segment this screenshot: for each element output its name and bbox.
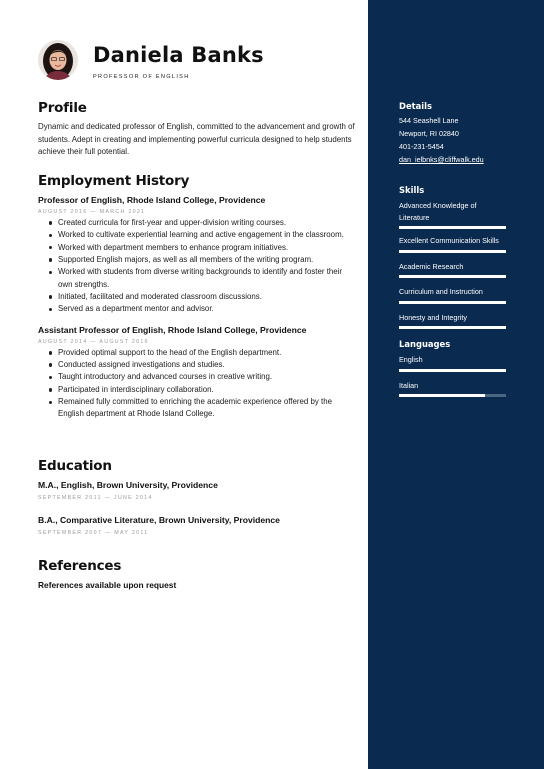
language-item [399,380,506,398]
skill-label: Academic Research [399,261,464,271]
avatar [38,40,78,80]
skill-level-fill [399,301,506,304]
skill-level-fill [399,250,506,253]
skill-level-bar [399,275,506,278]
language-label: English [399,355,423,364]
job-dates: AUGUST 2016 — MARCH 2021 [38,209,146,215]
references-text: References available upon request [38,580,177,590]
resume-header [38,40,358,84]
language-level-bar [399,369,506,372]
language-label: Italian [399,380,419,390]
education-entry [38,480,356,501]
language-level-fill [399,394,485,397]
skills-heading: Skills [399,185,425,195]
degree-dates: SEPTEMBER 2011 — JUNE 2014 [38,495,153,501]
skill-label: Excellent Communication Skills [399,236,499,245]
job-duties [38,347,356,421]
skill-level-bar [399,301,506,304]
duty-item: Worked with students from diverse writing backgrounds to identify and foster their own strengths. [38,266,356,291]
portrait-photo [38,40,78,80]
references-heading: References [38,558,122,574]
skill-level-fill [399,226,506,229]
job-entry [38,325,356,421]
skill-label: Honesty and Integrity [399,312,467,322]
address-line-1: 544 Seashell Lane [399,116,459,125]
skill-level-fill [399,275,506,278]
duty-item: Provided optimal support to the head of the English department. [38,347,356,359]
skill-level-bar [399,250,506,253]
skill-level-fill [399,326,506,329]
duty-item: Initiated, facilitated and moderated classroom discussions. [38,291,356,303]
profile-section [38,100,356,159]
details-section [399,101,506,166]
address-line-2: Newport, RI 02840 [399,129,459,138]
job-dates: AUGUST 2014 — AUGUST 2016 [38,338,149,345]
duty-item: Served as a department mentor and advisor. [38,303,356,315]
skill-level-bar [399,226,506,229]
degree-dates: SEPTEMBER 2007 — MAY 2011 [38,530,149,536]
language-level-fill [399,369,506,372]
skill-item [399,312,506,330]
skill-level-bar [399,326,506,329]
profile-text: Dynamic and dedicated professor of English, committed to the advancement and growth of students. Adept in creating and implementing powerful curricula designed to help students achieve their full potential. [38,122,355,157]
candidate-role: PROFESSOR OF ENGLISH [93,74,190,80]
profile-heading: Profile [38,100,87,116]
job-title: Professor of English, Rhode Island College, Providence [38,195,266,205]
skill-item [399,235,506,253]
phone-number: 401-231-5454 [399,142,444,151]
candidate-name: Daniela Banks [93,43,264,67]
job-duties [38,217,356,316]
email-link[interactable]: dan_ielbnks@cliffwalk.edu [399,155,484,164]
job-entry [38,195,356,316]
languages-heading: Languages [399,339,451,349]
education-entry [38,515,356,536]
skill-label: Advanced Knowledge of Literature [399,201,477,222]
skill-item [399,200,506,229]
education-heading: Education [38,458,112,474]
languages-section [399,339,506,397]
references-section [38,558,356,590]
skill-item [399,261,506,279]
skills-section [399,185,506,329]
duty-item: Taught introductory and advanced courses in creative writing. [38,371,356,383]
duty-item: Conducted assigned investigations and studies. [38,359,356,371]
duty-item: Remained fully committed to enriching the academic experience offered by the English department at Rhode Island College. [38,396,356,421]
job-title: Assistant Professor of English, Rhode Island College, Providence [38,324,307,335]
language-item [399,354,506,372]
skill-item [399,286,506,304]
employment-section [38,173,356,421]
duty-item: Worked with department members to enhance program initiatives. [38,242,356,254]
duty-item: Created curricula for first-year and upper-division writing courses. [38,217,356,229]
language-level-bar [399,394,506,397]
duty-item: Supported English majors, as well as all members of the writing program. [38,254,356,266]
duty-item: Worked to cultivate experiential learning and active engagement in the classroom. [38,229,356,241]
employment-heading: Employment History [38,173,190,189]
degree-title: M.A., English, Brown University, Providence [38,480,218,490]
details-heading: Details [399,101,433,111]
degree-title: B.A., Comparative Literature, Brown University, Providence [38,515,280,525]
skill-label: Curriculum and Instruction [399,287,483,296]
duty-item: Participated in interdisciplinary collaboration. [38,384,356,396]
education-section [38,458,356,536]
